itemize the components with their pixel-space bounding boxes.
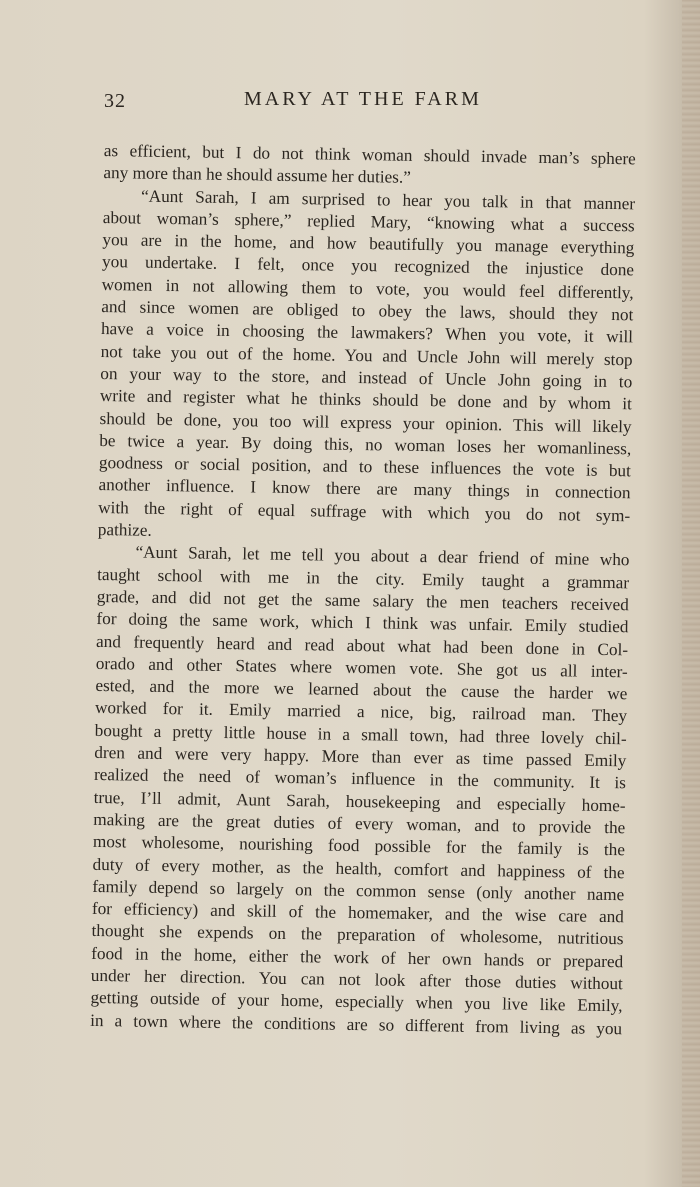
text-line: as efficient, but I do not think woman should invade man’s sphere [103, 140, 636, 169]
page-edge [682, 0, 700, 1187]
text-line: ested, and the more we learned about the cause the harder we [95, 676, 628, 704]
text-line: for efficiency) and skill of the homemaker, and the wise care and [91, 899, 625, 927]
text-line: you undertake. I felt, once you recognized the injustice done [101, 252, 635, 280]
text-line: most wholesome, nourishing food possible for the family is the [92, 832, 626, 860]
text-line: not take you out of the home. You and Uncle John will merely stop [100, 341, 633, 370]
text-line: about woman’s sphere,” replied Mary, “knowing what a success [102, 207, 635, 236]
text-line: you are in the home, and how beautifully you manage everything [102, 230, 635, 258]
text-line: “Aunt Sarah, let me tell you about a dear friend of mine who [135, 542, 630, 570]
text-line: goodness or social position, and to these influences the vote is but [98, 453, 632, 481]
text-line: orado and other States where women vote. She got us all inter- [95, 653, 628, 682]
text-line: taught school with me in the city. Emily taught a grammar [97, 564, 630, 592]
page-header [104, 88, 644, 118]
text-line: with the right of equal suffrage with which you do not sym- [98, 497, 631, 526]
page-number: 32 [104, 90, 126, 112]
text-line: duty of every mother, as the health, comfort and happiness of the [92, 854, 625, 882]
text-line: another influence. I know there are many things in connection [98, 475, 631, 503]
text-line: worked for it. Emily married a nice, big, railroad man. They [94, 698, 628, 726]
text-line: making are the great duties of every woman, and to provide the [93, 809, 626, 838]
body-text [90, 140, 636, 1040]
text-line: grade, and did not get the same salary the men teachers received [96, 586, 629, 615]
text-line: thought she expends on the preparation of wholesome, nutritious [91, 921, 624, 949]
text-line: be twice a year. By doing this, no woman loses her womanliness, [99, 430, 632, 459]
text-line: “Aunt Sarah, I am surprised to hear you talk in that manner [140, 186, 636, 213]
text-line: pathize. [97, 520, 152, 540]
text-line: under her direction. You can not look after those duties without [90, 965, 623, 994]
text-line: any more than he should assume her duties.” [103, 163, 411, 188]
text-line: realized the need of woman’s influence in the community. It is [93, 765, 627, 793]
text-line: and frequently heard and read about what had been done in Col- [95, 631, 629, 659]
text-line: food in the home, either the work of her own hands or prepared [91, 943, 624, 971]
running-head: MARY AT THE FARM [244, 88, 482, 110]
text-line: write and register what he thinks should be done and by whom it [99, 386, 633, 414]
text-line: in a town where the conditions are so different from living as you [90, 1010, 623, 1038]
text-line: should be done, you too will express your opinion. This will likely [99, 408, 632, 436]
text-line: dren and were very happy. More than ever as time passed Emily [94, 742, 627, 771]
text-line: bought a pretty little house in a small town, had three lovely chil- [94, 720, 627, 749]
text-line: true, I’ll admit, Aunt Sarah, housekeeping and especially home- [93, 787, 626, 815]
text-line: getting outside of your home, especially when you live like Emily, [90, 988, 623, 1016]
text-line: for doing the same work, which I think was unfair. Emily studied [96, 609, 629, 637]
text-line: and since women are obliged to obey the laws, should they not [101, 297, 634, 325]
text-line: women in not allowing them to vote, you would feel differently, [101, 274, 634, 303]
text-line: have a voice in choosing the lawmakers? When you vote, it will [100, 319, 634, 347]
text-line: family depend so largely on the common sense (only another name [92, 876, 625, 905]
text-line: on your way to the store, and instead of Uncle John going in to [100, 363, 633, 392]
